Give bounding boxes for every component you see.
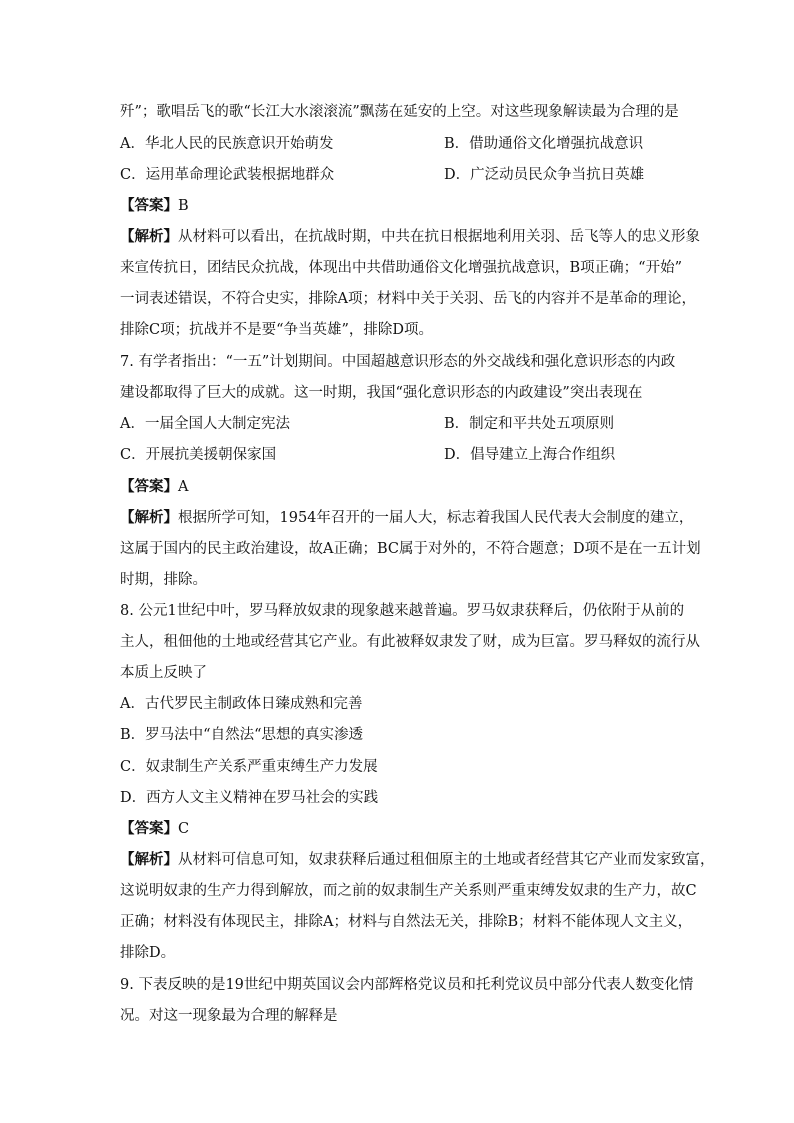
q7-stem-line: 建设都取得了巨大的成就。这一时期，我国“强化意识形态的内政建设”突出表现在 xyxy=(120,385,643,401)
q8-option-d: D．西方人文主义精神在罗马社会的实践 xyxy=(120,790,379,806)
q6-analysis-line: 排除C项；抗战并不是要“争当英雄”，排除D项。 xyxy=(120,322,434,338)
q6-option-a: A．华北人民的民族意识开始萌发 xyxy=(120,136,334,152)
q6-analysis-line xyxy=(120,227,700,247)
answer-label: 【答案】 xyxy=(120,820,178,837)
answer-label: 【答案】 xyxy=(120,197,178,214)
answer-value: C xyxy=(178,821,190,837)
q7-analysis-line: 这属于国内的民主政治建设，故A正确；BC属于对外的，不符合题意；D项不是在一五计划 xyxy=(120,541,701,557)
q6-option-b: B．借助通俗文化增强抗战意识 xyxy=(444,136,644,152)
q7-option-a: A．一届全国人大制定宪法 xyxy=(120,416,290,432)
q6-analysis-line: 一词表述错误，不符合史实，排除A项；材料中关于关羽、岳飞的内容并不是革命的理论， xyxy=(120,291,696,307)
q7-option-d: D．倡导建立上海合作组织 xyxy=(444,447,616,463)
analysis-text: 从材料可以看出，在抗战时期，中共在抗日根据地利用关羽、岳飞等人的忠义形象 xyxy=(178,229,700,245)
q6-answer xyxy=(120,196,189,216)
q7-analysis-line xyxy=(120,508,693,528)
q8-analysis-line: 这说明奴隶的生产力得到解放，而之前的奴隶制生产关系则严重束缚发奴隶的生产力，故C xyxy=(120,883,697,899)
q6-option-c: C．运用革命理论武装根据地群众 xyxy=(120,167,335,183)
q8-option-a: A．古代罗民主制政体日臻成熟和完善 xyxy=(120,696,363,712)
answer-value: A xyxy=(178,479,189,495)
q9-stem-line: 9. 下表反映的是19世纪中期英国议会内部辉格党议员和托利党议员中部分代表人数变化情 xyxy=(120,977,694,993)
q7-option-c: C．开展抗美援朝保家国 xyxy=(120,447,277,463)
answer-label: 【答案】 xyxy=(120,478,178,495)
q8-analysis-line xyxy=(120,850,715,870)
q8-option-b: B．罗马法中“自然法“思想的真实渗透 xyxy=(120,727,363,743)
q8-stem-line: 主人，租佃他的土地或经营其它产业。有此被释奴隶发了财，成为巨富。罗马释奴的流行从 xyxy=(120,634,700,650)
q8-stem-line: 8. 公元1世纪中叶，罗马释放奴隶的现象越来越普遍。罗马奴隶获释后，仍依附于从前的 xyxy=(120,603,685,619)
q8-option-c: C．奴隶制生产关系严重束缚生产力发展 xyxy=(120,759,378,775)
q7-answer xyxy=(120,477,188,497)
analysis-label: 【解析】 xyxy=(120,851,178,868)
analysis-text: 从材料可信息可知，奴隶获释后通过租佃原主的土地或者经营其它产业而发家致富， xyxy=(178,852,715,868)
q7-option-b: B．制定和平共处五项原则 xyxy=(444,416,615,432)
analysis-label: 【解析】 xyxy=(120,509,178,526)
answer-value: B xyxy=(178,198,189,214)
q8-analysis-line: 排除D。 xyxy=(120,945,176,961)
analysis-text: 根据所学可知，1954年召开的一届人大，标志着我国人民代表大会制度的建立， xyxy=(178,510,694,526)
q8-stem-line: 本质上反映了 xyxy=(120,665,207,681)
q7-analysis-line: 时期，排除。 xyxy=(120,572,207,588)
q6-stem-tail: 歼”；歌唱岳飞的歌“长江大水滚滚流”飘荡在延安的上空。对这些现象解读最为合理的是 xyxy=(120,104,679,120)
q8-answer xyxy=(120,819,189,839)
q8-analysis-line: 正确；材料没有体现民主，排除A；材料与自然法无关，排除B；材料不能体现人文主义， xyxy=(120,914,693,930)
q7-stem-line: 7. 有学者指出：“一五”计划期间。中国超越意识形态的外交战线和强化意识形态的内政 xyxy=(120,354,676,370)
q9-stem-line: 况。对这一现象最为合理的解释是 xyxy=(120,1008,338,1024)
analysis-label: 【解析】 xyxy=(120,228,178,245)
q6-analysis-line: 来宣传抗日，团结民众抗战，体现出中共借助通俗文化增强抗战意识，B项正确；“开始” xyxy=(120,260,682,276)
q6-option-d: D．广泛动员民众争当抗日英雄 xyxy=(444,167,645,183)
